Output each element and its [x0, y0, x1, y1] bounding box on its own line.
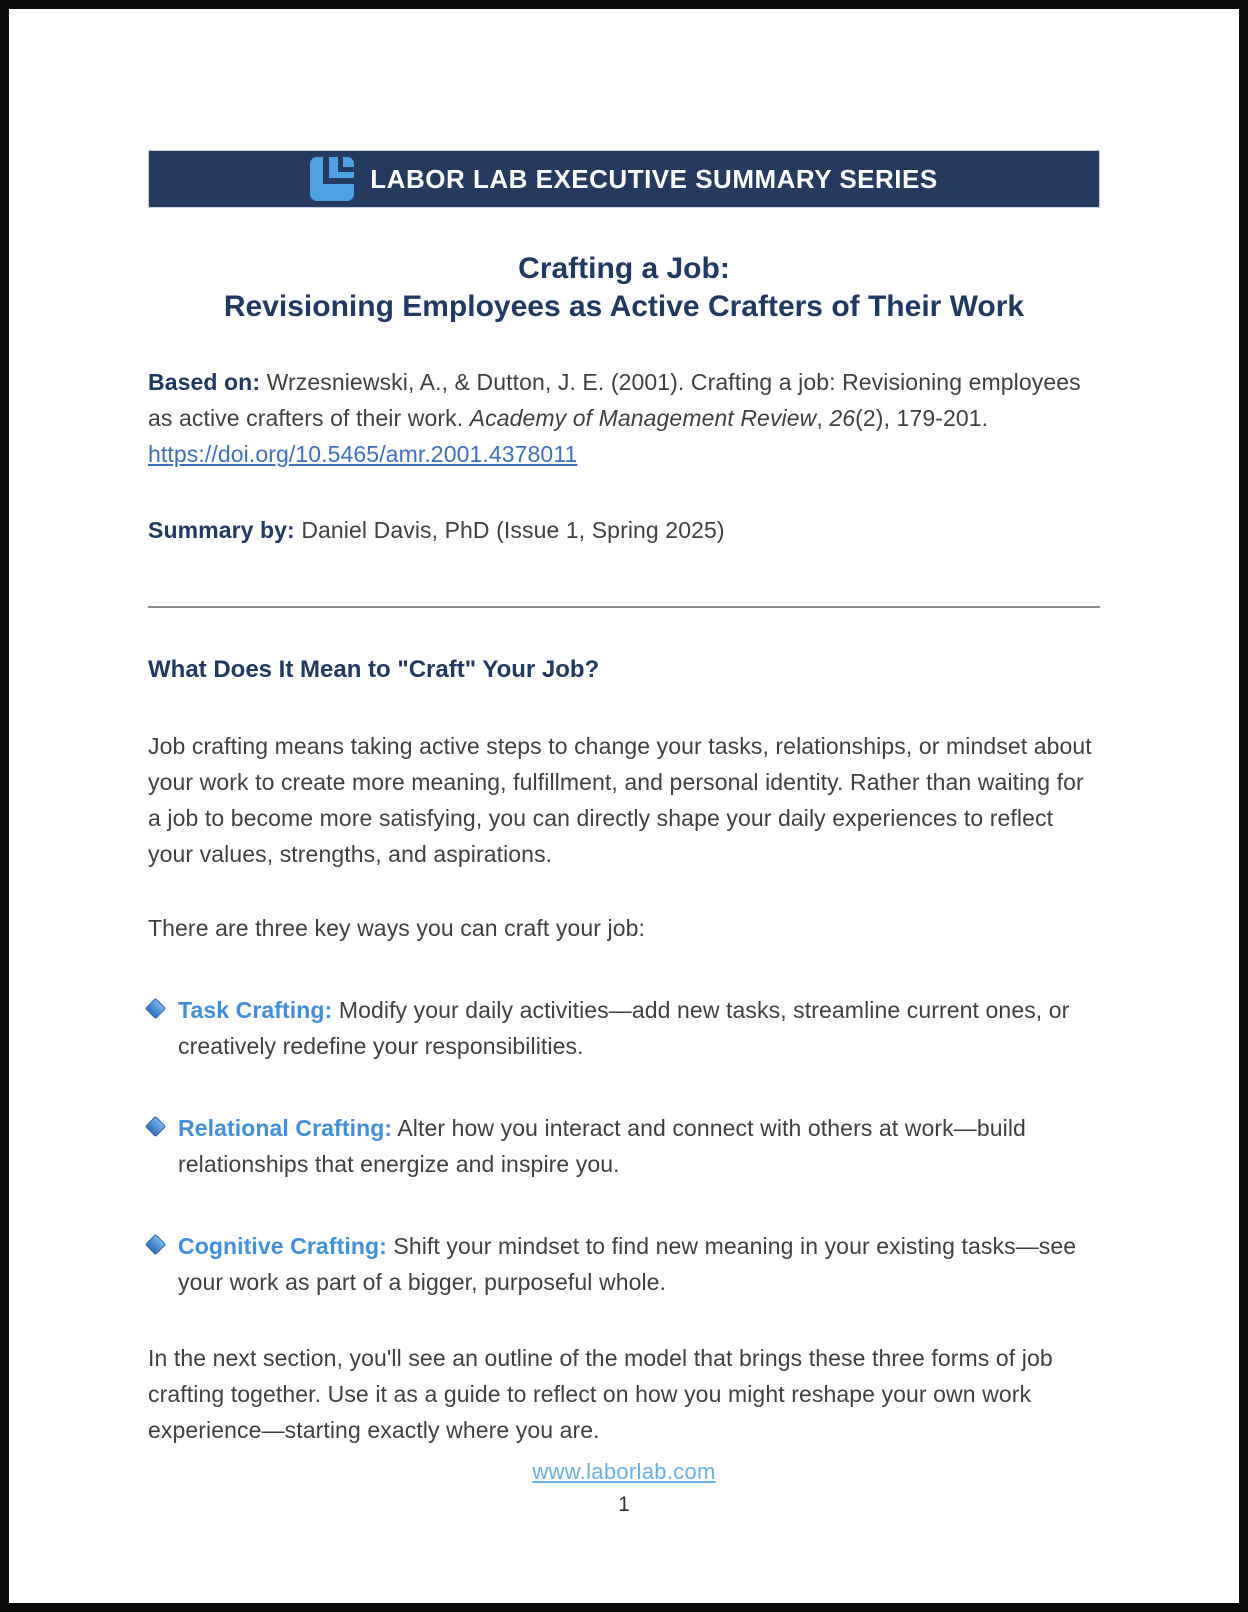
based-on-label: Based on:	[148, 369, 261, 395]
citation-paragraph	[148, 364, 1100, 472]
section-divider	[148, 606, 1100, 608]
diamond-bullet-icon	[145, 1116, 166, 1137]
bullet-text	[178, 992, 1100, 1064]
citation-volume: 26	[829, 405, 856, 431]
document-title	[148, 250, 1100, 326]
bullet-body-cognitive-crafting: Shift your mindset to find new meaning in your existing tasks—see your work as part of a bigger, purposeful whole.	[178, 1233, 1077, 1295]
bullet-cognitive-crafting	[148, 1228, 1100, 1300]
labor-lab-logo-icon	[310, 157, 354, 201]
doi-link[interactable]: https://doi.org/10.5465/amr.2001.4378011	[148, 441, 578, 467]
bullet-body-relational-crafting: Alter how you interact and connect with others at work—build relationships that energize and inspire you.	[178, 1115, 1026, 1177]
citation-separator: ,	[816, 405, 830, 431]
citation-text-1: Wrzesniewski, A., & Dutton, J. E. (2001). Crafting a job: Revisioning employees as active crafters of their work.	[148, 369, 1081, 431]
document-title-line1: Crafting a Job:	[518, 252, 730, 285]
bullet-relational-crafting	[148, 1110, 1100, 1182]
page-footer	[9, 1459, 1239, 1517]
bullet-body-task-crafting: Modify your daily activities—add new tasks, streamline current ones, or creatively redefine your responsibilities.	[178, 997, 1070, 1059]
series-banner	[148, 150, 1100, 208]
bullet-task-crafting	[148, 992, 1100, 1064]
intro-paragraph: Job crafting means taking active steps to change your tasks, relationships, or mindset about your work to create more meaning, fulfillment, and personal identity. Rather than waiting for a job to become more satisfying, you can directly shape your daily experiences to reflect your values, strengths, and aspirations.	[148, 733, 1092, 867]
footer-website-link[interactable]: www.laborlab.com	[532, 1459, 716, 1484]
page-number: 1	[618, 1493, 630, 1516]
document-title-line2: Revisioning Employees as Active Crafters of Their Work	[223, 290, 1025, 323]
summary-by-label: Summary by:	[148, 517, 295, 543]
series-banner-title: LABOR LAB EXECUTIVE SUMMARY SERIES	[370, 163, 938, 194]
page-content	[9, 9, 1239, 1448]
bullet-label-relational-crafting: Relational Crafting:	[178, 1115, 393, 1141]
summary-by-text: Daniel Davis, PhD (Issue 1, Spring 2025)	[294, 517, 725, 543]
bullet-label-cognitive-crafting: Cognitive Crafting:	[178, 1233, 387, 1259]
bullet-text	[178, 1228, 1100, 1300]
crafting-bullet-list	[148, 992, 1100, 1300]
diamond-bullet-icon	[145, 1234, 166, 1255]
bullet-text	[178, 1110, 1100, 1182]
three-ways-intro: There are three key ways you can craft your job:	[148, 915, 645, 941]
citation-journal: Academy of Management Review	[469, 405, 817, 431]
closing-paragraph: In the next section, you'll see an outline of the model that brings these three forms of job crafting together. Use it as a guide to reflect on how you might reshape your own work experience—starting exactly where you are.	[148, 1345, 1053, 1443]
diamond-bullet-icon	[145, 998, 166, 1019]
bullet-label-task-crafting: Task Crafting:	[178, 997, 333, 1023]
citation-text-2: (2), 179-201.	[855, 405, 989, 431]
section-heading: What Does It Mean to "Craft" Your Job?	[148, 656, 600, 683]
summary-by-line	[148, 512, 1100, 548]
